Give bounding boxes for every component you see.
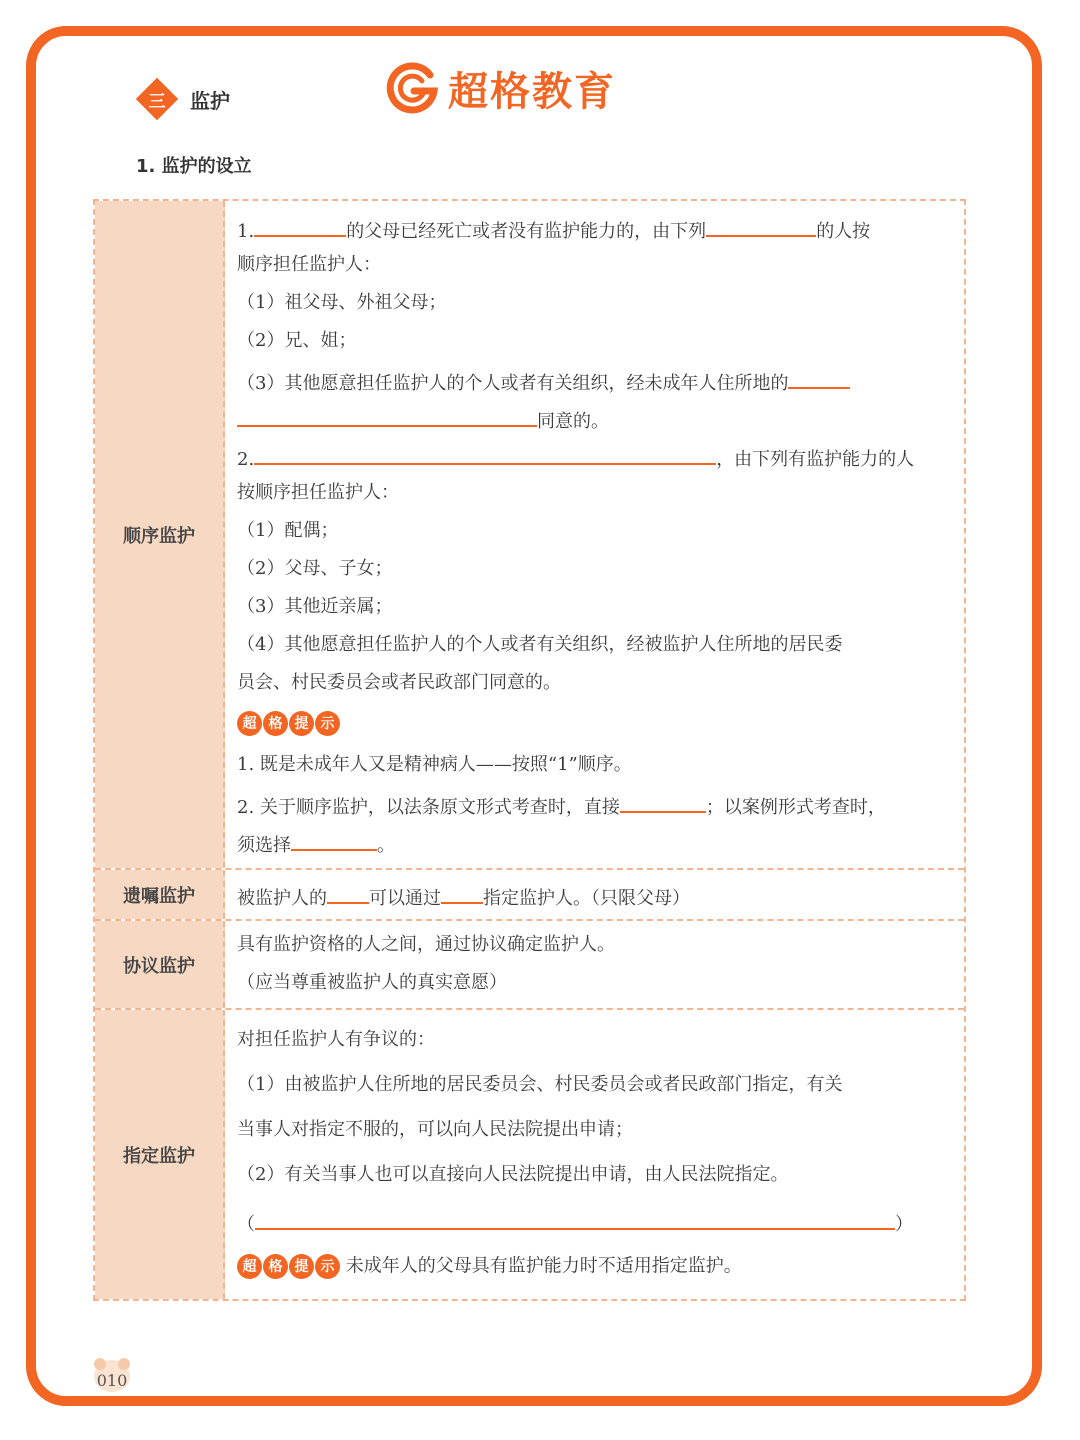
table-row-order [95, 201, 964, 870]
page-number: 010 [92, 1358, 132, 1394]
text-line: 同意的。 [237, 405, 952, 434]
brand-name: 超格教育 [448, 68, 616, 115]
row-label: 指定监护 [95, 1010, 225, 1299]
text-line: （2）父母、子女； [237, 558, 393, 579]
guardianship-table [93, 199, 966, 1301]
text-line: 按顺序担任监护人： [237, 482, 399, 503]
tip-line: 2. 关于顺序监护，以法条原文形式考查时，直接 ；以案例形式考查时， [237, 791, 952, 820]
row-label: 协议监护 [95, 921, 225, 1008]
text-line: （2）有关当事人也可以直接向人民法院提出申请，由人民法院指定。 [237, 1164, 789, 1185]
fill-blank[interactable] [237, 405, 537, 427]
fill-blank[interactable] [254, 215, 346, 237]
row-label: 遗嘱监护 [95, 870, 225, 919]
text-line: （2）兄、姐； [237, 330, 357, 351]
text-line: （1）由被监护人住所地的居民委员会、村民委员会或者民政部门指定，有关 [237, 1074, 843, 1095]
text-line: （ ） [237, 1208, 952, 1237]
fill-blank[interactable] [620, 791, 706, 813]
brand-logo [386, 60, 616, 116]
text-line: （1）祖父母、外祖父母； [237, 292, 447, 313]
text-line: （应当尊重被监护人的真实意愿） [237, 972, 507, 993]
text-line: 对担任监护人有争议的： [237, 1029, 435, 1050]
table-row-designated [95, 1010, 964, 1299]
text-line: 1. 的父母已经死亡或者没有监护能力的，由下列 的人按 [237, 215, 952, 244]
table-row-will [95, 870, 964, 921]
tip-badge: 超 格 提 示 [237, 711, 340, 736]
text-line: 具有监护资格的人之间，通过协议确定监护人。 [237, 934, 615, 955]
text-line: 2. ，由下列有监护能力的人 [237, 443, 952, 472]
row-label: 顺序监护 [95, 201, 225, 868]
section-number-badge: 三 [136, 78, 178, 120]
fill-blank[interactable] [255, 1208, 895, 1230]
fill-blank[interactable] [441, 882, 483, 904]
fill-blank[interactable] [788, 367, 850, 389]
tip-header [237, 711, 952, 736]
text-line: 员会、村民委员会或者民政部门同意的。 [237, 672, 561, 693]
fill-blank[interactable] [706, 215, 816, 237]
text-line: （3）其他近亲属； [237, 596, 393, 617]
tip-line: 须选择 。 [237, 829, 952, 858]
row-content [225, 201, 964, 868]
row-content [225, 921, 964, 1008]
tip-line: 超 格 提 示 未成年人的父母具有监护能力时不适用指定监护。 [237, 1254, 952, 1279]
fill-blank[interactable] [291, 829, 377, 851]
section-header [136, 84, 230, 114]
section-title: 监护 [190, 88, 230, 113]
row-content [225, 870, 964, 919]
text-line: （3）其他愿意担任监护人的个人或者有关组织，经未成年人住所地的 [237, 367, 952, 396]
tip-line: 1. 既是未成年人又是精神病人——按照“1”顺序。 [237, 754, 632, 775]
text-line: 被监护人的 可以通过 指定监护人。（只限父母） [237, 882, 952, 911]
tip-badge: 超 格 提 示 [237, 1254, 340, 1279]
text-line: 顺序担任监护人： [237, 254, 381, 275]
text-line: （1）配偶； [237, 520, 339, 541]
text-line: （4）其他愿意担任监护人的个人或者有关组织，经被监护人住所地的居民委 [237, 634, 843, 655]
text-line: 当事人对指定不服的，可以向人民法院提出申请； [237, 1119, 633, 1140]
g-logo-icon [386, 61, 440, 115]
subsection-title: 1. 监护的设立 [136, 156, 252, 177]
fill-blank[interactable] [254, 443, 716, 465]
fill-blank[interactable] [327, 882, 369, 904]
table-row-agreement [95, 921, 964, 1010]
row-content [225, 1010, 964, 1299]
